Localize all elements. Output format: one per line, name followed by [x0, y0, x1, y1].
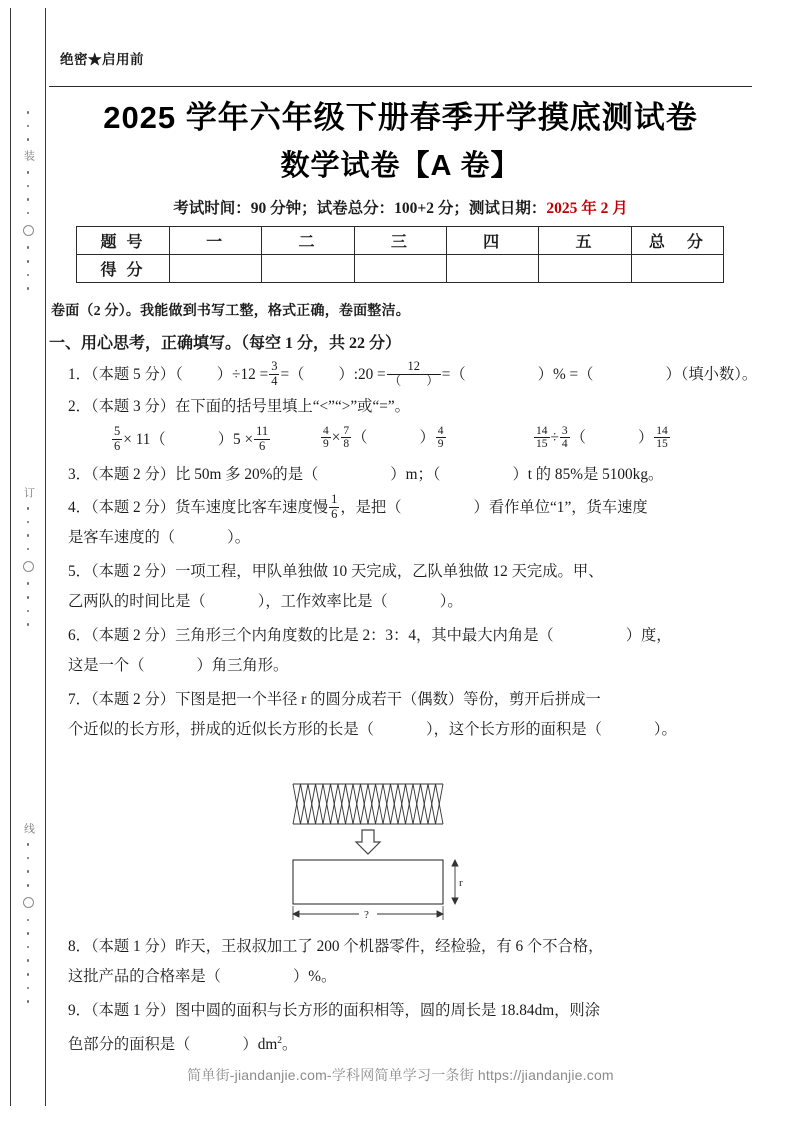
- score-cell-5[interactable]: [539, 255, 631, 283]
- question-4-text-d: 是客车速度的（: [68, 529, 176, 546]
- fraction-denominator: 15: [656, 438, 668, 451]
- score-table-col-3: 三: [354, 227, 446, 255]
- question-1-seg5: =（: [441, 366, 466, 383]
- question-6-text-c: 这是一个（: [68, 657, 145, 674]
- exam-date: 2025 年 2 月: [546, 200, 628, 217]
- question-7-text-b: 个近似的长方形，拼成的近似长方形的长是（: [68, 721, 374, 738]
- question-9-line-1: [68, 996, 752, 1026]
- dash-dot: [27, 843, 30, 846]
- title-divider-rule: [49, 86, 752, 87]
- dash-dot: [27, 198, 30, 201]
- question-4-text-b: ，是把（: [340, 499, 402, 516]
- question-1-seg4: ）:20 =: [338, 366, 386, 383]
- dash-dot: [27, 884, 30, 887]
- down-arrow-icon: [356, 830, 380, 854]
- question-2-points: （本题 3 分）: [90, 398, 176, 415]
- fraction-numerator: 4: [437, 425, 444, 437]
- dash-dot: [27, 534, 30, 537]
- question-8-points: （本题 1 分）: [90, 938, 176, 955]
- dash-dot: [27, 274, 30, 277]
- question-1-number: 1．: [68, 366, 91, 383]
- section-one-heading: 一、用心思考，正确填写。（每空 1 分，共 22 分）: [49, 335, 402, 352]
- dash-dot: [27, 185, 30, 188]
- height-dimension: [452, 860, 458, 904]
- score-cell-total[interactable]: [631, 255, 723, 283]
- comparison-2-operator: ×: [331, 429, 341, 447]
- dash-dot: [27, 623, 30, 626]
- question-9-text-b: 色部分的面积是（: [68, 1036, 191, 1054]
- comparison-3: [533, 425, 671, 451]
- exam-meta-line: [49, 196, 752, 218]
- question-7-text-a: 下图是把一个半径 r 的圆分成若干（偶数）等份，剪开后拼成一: [175, 691, 601, 708]
- score-table-col-total: 总 分: [631, 227, 723, 255]
- dash-dot: [27, 870, 30, 873]
- question-3-number: 3．: [68, 466, 91, 483]
- question-8-number: 8．: [68, 938, 91, 955]
- fraction-denominator: 6: [114, 438, 121, 453]
- question-1-seg3: =（: [280, 366, 305, 383]
- question-7-points: （本题 2 分）: [90, 691, 176, 708]
- comparison-2: [320, 425, 447, 451]
- question-5-line-2: [68, 587, 752, 617]
- exam-sheet: [49, 0, 775, 1122]
- question-4-line-1: [68, 493, 752, 523]
- dash-dot: [27, 212, 30, 215]
- question-4: [68, 493, 752, 553]
- question-6-points: （本题 2 分）: [90, 627, 176, 644]
- binding-glyph-ding: 订: [22, 486, 35, 498]
- fraction-one-sixth: [329, 493, 339, 521]
- score-cell-3[interactable]: [354, 255, 446, 283]
- dash-dot: [27, 857, 30, 860]
- question-3: [68, 460, 752, 490]
- fraction-numerator: 14: [656, 425, 668, 437]
- question-1-line-1: [68, 359, 758, 390]
- fraction-numerator: 12: [407, 359, 420, 374]
- question-9-text-d: 。: [282, 1036, 298, 1054]
- width-dimension-label: ?: [363, 909, 369, 921]
- question-8-text-c: ）%。: [292, 968, 337, 985]
- score-cell-4[interactable]: [446, 255, 538, 283]
- fraction-denominator[interactable]: （ ）: [388, 373, 439, 388]
- dash-dot: [27, 582, 30, 585]
- dash-dot: [27, 287, 30, 290]
- circle-to-rectangle-diagram: [271, 778, 531, 926]
- dash-dot: [27, 946, 30, 949]
- fraction-denominator: 4: [561, 438, 568, 451]
- score-table-col-2: 二: [262, 227, 354, 255]
- footer-watermark: 简单街-jiandanjie.com-学科网简单学习一条街 https://jiandanjie.com: [187, 1067, 614, 1083]
- fraction-5-6: [112, 425, 122, 453]
- question-5: [68, 557, 752, 617]
- page-subtitle: 数学试卷【A 卷】: [280, 150, 521, 182]
- fraction-denominator: 4: [271, 373, 278, 388]
- question-1: [68, 359, 758, 390]
- binding-segment: [23, 12, 34, 389]
- height-dimension-label: r: [458, 877, 463, 889]
- exam-meta-prefix: 考试时间：90 分钟；试卷总分：100+2 分；测试日期：: [173, 200, 547, 217]
- score-table-col-4: 四: [446, 227, 538, 255]
- question-5-text-a: 一项工程，甲队单独做 10 天完成，乙队单独做 12 天完成。甲、: [175, 563, 604, 580]
- question-9-text-a: 图中圆的面积与长方形的面积相等，圆的周长是 18.84dm，则涂: [175, 1002, 601, 1019]
- question-5-line-1: [68, 557, 752, 587]
- score-table: [76, 226, 724, 283]
- fraction-denominator: 8: [343, 438, 350, 451]
- fraction-7-8: [341, 425, 351, 451]
- fraction-numerator: 5: [114, 424, 121, 438]
- fraction-three-quarters: [269, 360, 279, 388]
- question-5-text-d: ）。: [439, 593, 463, 610]
- question-4-line-2: [68, 523, 752, 553]
- dash-dot: [27, 125, 30, 128]
- comparison-2-paren-close: ）: [419, 429, 435, 447]
- dash-dot: [27, 111, 30, 114]
- question-8: [68, 932, 752, 992]
- sawtooth-sectors: [293, 784, 443, 824]
- question-9-text-c: ）dm: [242, 1036, 278, 1054]
- dash-dot: [27, 171, 30, 174]
- fraction-numerator: 11: [256, 424, 269, 438]
- fraction-denominator: 6: [331, 506, 338, 521]
- fraction-14-15-right: [654, 425, 670, 451]
- dash-dot: [27, 987, 30, 990]
- question-5-text-c: ），工作效率比是（: [257, 593, 388, 610]
- question-6-line-2: [68, 651, 752, 681]
- question-9-line-2: [68, 1026, 752, 1060]
- fraction-denominator: 9: [323, 438, 329, 451]
- question-4-points: （本题 2 分）: [90, 499, 176, 516]
- fraction-denominator: 15: [536, 438, 548, 451]
- fraction-numerator: 7: [343, 425, 350, 437]
- question-2: [68, 392, 752, 422]
- question-9-points: （本题 1 分）: [90, 1002, 176, 1019]
- question-1-seg6: ）% =（: [537, 366, 594, 383]
- question-1-seg2: ）÷12 =: [216, 366, 269, 383]
- dash-dot: [27, 596, 30, 599]
- score-table-col-5: 五: [539, 227, 631, 255]
- dash-dot: [27, 919, 30, 922]
- question-7-line-2: [68, 715, 752, 745]
- dash-dot: [27, 1000, 30, 1003]
- comparison-2-paren-open: （: [352, 429, 368, 447]
- square-exponent: 2: [277, 1036, 282, 1046]
- score-table-col-1: 一: [170, 227, 262, 255]
- dash-dot: [27, 932, 30, 935]
- question-4-text-e: ）。: [227, 529, 251, 546]
- question-4-text-c: ）看作单位“1”，货车速度: [473, 499, 648, 516]
- binding-segment: [23, 725, 34, 1102]
- question-1-points: （本题 5 分）: [90, 366, 176, 383]
- score-table-row-label-score: 得 分: [77, 255, 170, 283]
- question-6: [68, 621, 752, 681]
- fraction-3-4: [560, 425, 570, 451]
- fraction-denominator: 9: [437, 438, 444, 451]
- score-cell-1[interactable]: [170, 255, 262, 283]
- paper-quality-note: 卷面（2 分）。我能做到书写工整，格式正确，卷面整洁。: [51, 304, 410, 319]
- binding-glyph-zhuang: 装: [22, 150, 35, 162]
- question-2-line-1: [68, 392, 752, 422]
- question-4-text-a: 货车速度比客车速度慢: [175, 499, 329, 516]
- fraction-numerator: 14: [536, 425, 548, 437]
- page-title: 2025 学年六年级下册春季开学摸底测试卷: [103, 100, 698, 135]
- fraction-numerator: 4: [323, 425, 329, 437]
- question-7-figure: [49, 778, 752, 931]
- dash-dot: [27, 521, 30, 524]
- question-6-text-b: ）度，: [625, 627, 672, 644]
- question-9-number: 9．: [68, 1002, 91, 1019]
- question-6-text-d: ）角三角形。: [196, 657, 289, 674]
- binding-segment: [23, 389, 34, 725]
- dash-dot: [27, 959, 30, 962]
- question-7-number: 7．: [68, 691, 91, 708]
- binding-ring-icon: [23, 897, 34, 908]
- question-7-text-d: ）。: [653, 721, 677, 738]
- rectangle-shape: [293, 860, 443, 904]
- fraction-11-6: [254, 425, 270, 453]
- question-2-number: 2．: [68, 398, 91, 415]
- comparison-1-left-tail: × 11（: [123, 430, 166, 448]
- question-3-part3: ）t 的 85%是 5100kg。: [512, 466, 664, 483]
- binding-dashed-column: [10, 8, 46, 1106]
- fraction-numerator: 1: [331, 492, 338, 507]
- fraction-numerator: 3: [561, 425, 568, 437]
- question-9: [68, 996, 752, 1060]
- question-2-text: 在下面的括号里填上“<”“>”或“=”。: [175, 398, 410, 415]
- dash-dot: [27, 548, 30, 551]
- question-1-seg1: （: [175, 366, 183, 383]
- fraction-4-9: [321, 425, 331, 451]
- score-table-row-label-question: 题 号: [77, 227, 170, 255]
- comparison-1-right-head: ）5 ×: [217, 430, 254, 448]
- question-8-text-a: 昨天，王叔叔加工了 200 个机器零件，经检验，有 6 个不合格，: [175, 938, 604, 955]
- comparison-3-paren-open: （: [570, 429, 586, 447]
- comparison-3-paren-close: ）: [637, 429, 654, 447]
- dash-dot: [27, 246, 30, 249]
- question-8-line-1: [68, 932, 752, 962]
- question-3-part1: 比 50m 多 20%的是（: [175, 466, 319, 483]
- question-1-seg7: ）（填小数）。: [665, 366, 758, 383]
- question-3-line-1: [68, 460, 752, 490]
- dash-dot: [27, 260, 30, 263]
- question-6-text-a: 三角形三个内角度数的比是 2：3：4，其中最大内角是（: [175, 627, 554, 644]
- binding-margin: [10, 8, 46, 1106]
- dash-dot: [27, 138, 30, 141]
- binding-ring-icon: [23, 561, 34, 572]
- fraction-numerator: 3: [271, 359, 278, 374]
- fraction-14-15: [534, 425, 550, 451]
- question-8-text-b: 这批产品的合格率是（: [68, 968, 221, 985]
- question-7-line-1: [68, 685, 752, 715]
- question-5-number: 5．: [68, 563, 91, 580]
- question-3-points: （本题 2 分）: [90, 466, 176, 483]
- question-6-line-1: [68, 621, 752, 651]
- fraction-4-9-right: [436, 425, 446, 451]
- binding-ring-icon: [23, 225, 34, 236]
- fraction-denominator: 6: [254, 439, 270, 454]
- question-7-text-c: ），这个长方形的面积是（: [425, 721, 602, 738]
- question-4-number: 4．: [68, 499, 91, 516]
- question-5-text-b: 乙两队的时间比是（: [68, 593, 206, 610]
- dash-dot: [27, 973, 30, 976]
- table-row-scores: [77, 255, 724, 283]
- question-6-number: 6．: [68, 627, 91, 644]
- question-3-part2: ）m；（: [390, 466, 441, 483]
- score-cell-2[interactable]: [262, 255, 354, 283]
- dash-dot: [27, 507, 30, 510]
- binding-glyph-xian: 线: [22, 822, 35, 834]
- fraction-twelve-over-blank: [387, 360, 441, 388]
- question-7: [68, 685, 752, 745]
- dash-dot: [27, 610, 30, 613]
- comparison-3-operator: ÷: [550, 429, 559, 447]
- question-8-line-2: [68, 962, 752, 992]
- table-row-question-numbers: [77, 227, 724, 255]
- comparison-1: [111, 425, 271, 453]
- secret-label: 绝密★启用前: [60, 52, 144, 67]
- question-5-points: （本题 2 分）: [90, 563, 176, 580]
